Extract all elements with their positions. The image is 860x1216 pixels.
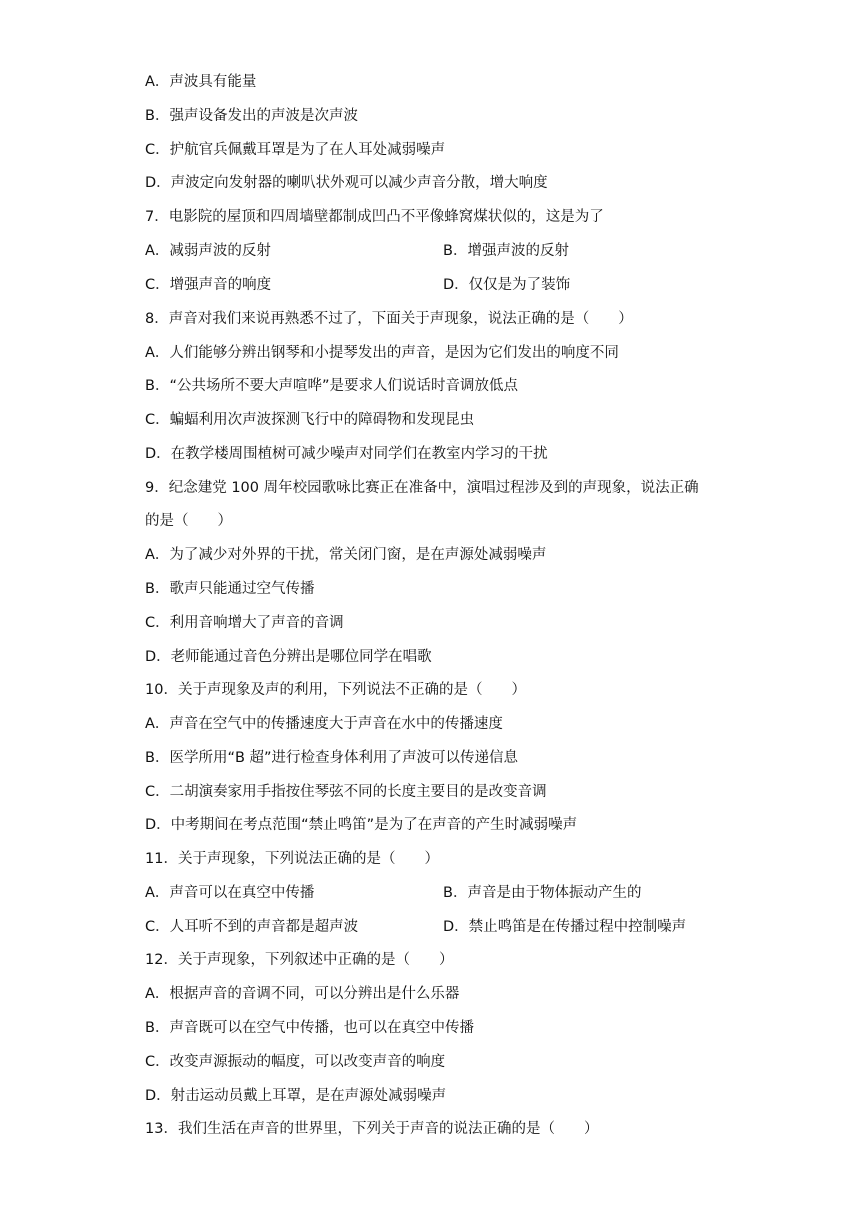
q8-option-a: A．人们能够分辨出钢琴和小提琴发出的声音，是因为它们发出的响度不同 <box>145 345 619 361</box>
q9-option-d: D．老师能通过音色分辨出是哪位同学在唱歌 <box>145 649 432 665</box>
q7-option-d: D．仅仅是为了装饰 <box>443 277 571 293</box>
q6-option-d: D．声波定向发射器的喇叭状外观可以减少声音分散，增大响度 <box>145 175 548 191</box>
q8-stem: 8．声音对我们来说再熟悉不过了，下面关于声现象，说法正确的是（ ） <box>145 311 633 327</box>
q7-option-c: C．增强声音的响度 <box>145 277 272 293</box>
q8-option-c: C．蝙蝠利用次声波探测飞行中的障碍物和发现昆虫 <box>145 412 475 428</box>
q10-option-b: B．医学所用“B 超”进行检查身体利用了声波可以传递信息 <box>145 750 519 766</box>
q9-option-b: B．歌声只能通过空气传播 <box>145 581 315 597</box>
q9-option-a: A．为了减少对外界的干扰，常关闭门窗，是在声源处减弱噪声 <box>145 547 547 563</box>
q10-stem: 10．关于声现象及声的利用，下列说法不正确的是（ ） <box>145 682 526 698</box>
q6-option-c: C．护航官兵佩戴耳罩是为了在人耳处减弱噪声 <box>145 142 446 158</box>
q11-option-c: C．人耳听不到的声音都是超声波 <box>145 919 359 935</box>
q11-options-row-1 <box>145 881 765 905</box>
q6-option-a: A．声波具有能量 <box>145 74 257 90</box>
q11-stem: 11．关于声现象，下列说法正确的是（ ） <box>145 851 439 867</box>
q13-stem: 13．我们生活在声音的世界里，下列关于声音的说法正确的是（ ） <box>145 1121 599 1137</box>
q7-options-row-2 <box>145 273 765 297</box>
q10-option-c: C．二胡演奏家用手指按住琴弦不同的长度主要目的是改变音调 <box>145 784 547 800</box>
q9-option-c: C．利用音响增大了声音的音调 <box>145 615 344 631</box>
q8-option-b: B．“公共场所不要大声喧哗”是要求人们说话时音调放低点 <box>145 378 518 394</box>
q7-option-b: B．增强声波的反射 <box>443 243 569 259</box>
q11-option-a: A．声音可以在真空中传播 <box>145 885 315 901</box>
q11-option-d: D．禁止鸣笛是在传播过程中控制噪声 <box>443 919 687 935</box>
q12-stem: 12．关于声现象，下列叙述中正确的是（ ） <box>145 952 454 968</box>
q10-option-d: D．中考期间在考点范围“禁止鸣笛”是为了在声音的产生时减弱噪声 <box>145 817 578 833</box>
q8-option-d: D．在教学楼周围植树可减少噪声对同学们在教室内学习的干扰 <box>145 446 548 462</box>
q12-option-d: D．射击运动员戴上耳罩，是在声源处减弱噪声 <box>145 1088 447 1104</box>
q11-option-b: B．声音是由于物体振动产生的 <box>443 885 642 901</box>
q6-option-b: B．强声设备发出的声波是次声波 <box>145 108 358 124</box>
q12-option-a: A．根据声音的音调不同，可以分辨出是什么乐器 <box>145 986 460 1002</box>
q9-stem-line-2: 的是（ ） <box>145 513 232 529</box>
q12-option-c: C．改变声源振动的幅度，可以改变声音的响度 <box>145 1054 446 1070</box>
q7-options-row-1 <box>145 239 765 263</box>
q10-option-a: A．声音在空气中的传播速度大于声音在水中的传播速度 <box>145 716 503 732</box>
q7-stem: 7．电影院的屋顶和四周墙壁都制成凹凸不平像蜂窝煤状似的，这是为了 <box>145 209 604 225</box>
q9-stem-line-1: 9．纪念建党 100 周年校园歌咏比赛正在准备中，演唱过程涉及到的声现象，说法正确 <box>145 480 699 496</box>
q12-option-b: B．声音既可以在空气中传播，也可以在真空中传播 <box>145 1020 474 1036</box>
q11-options-row-2 <box>145 915 765 939</box>
q7-option-a: A．减弱声波的反射 <box>145 243 271 259</box>
